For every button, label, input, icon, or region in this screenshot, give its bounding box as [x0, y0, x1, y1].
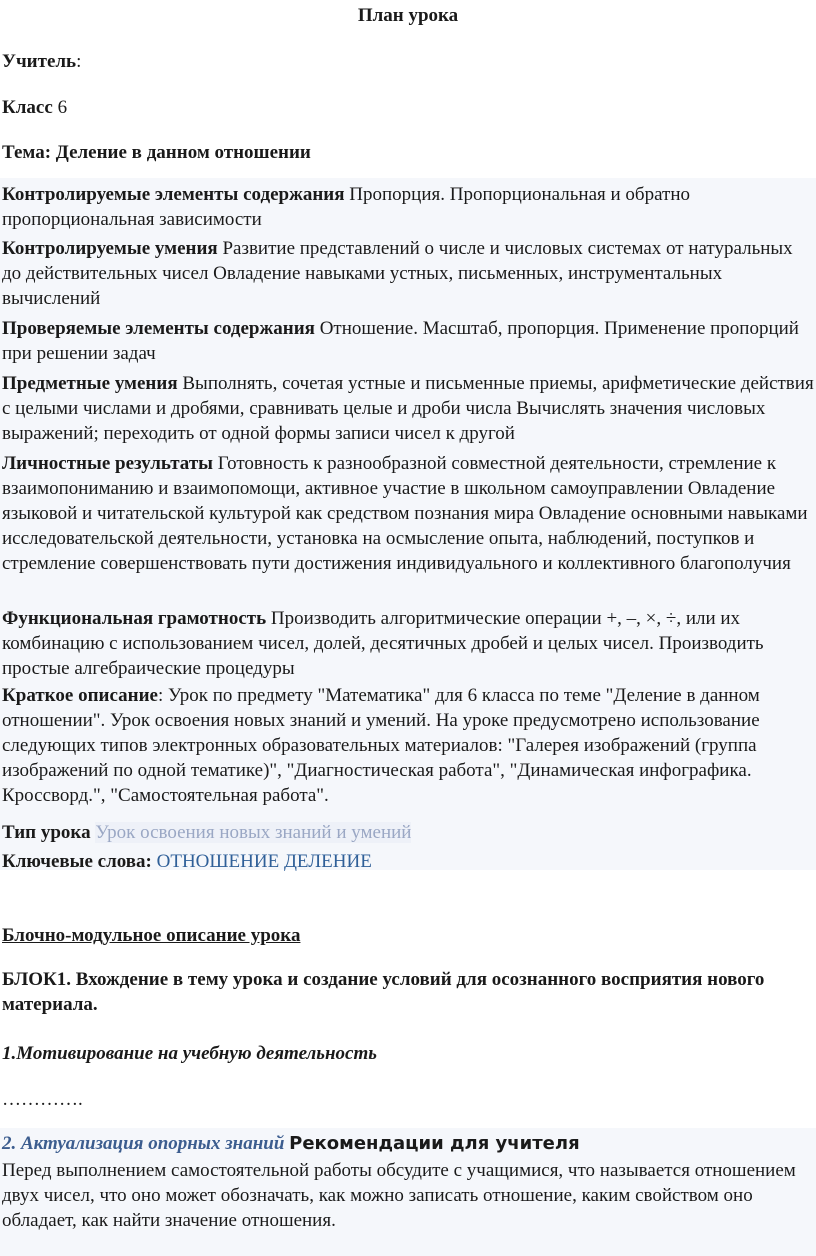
class-value: 6 [52, 97, 68, 118]
section-text: : Урок по предмету "Математика" для 6 класса по теме "Деление в данном отношении". Урок освоения новых знаний и умений. На уроке предусмотрено использование следующих типов электронных образовательных материалов: "Галерея изображений (группа изображений по одной тематике)", "Диагностическая работа", "Динамическая инфографика. Кроссворд.", "Самостоятельная работа". [2, 685, 760, 806]
section-personal-results [2, 451, 814, 576]
teacher-line [2, 49, 81, 74]
section-text: Отношение. Масштаб, пропорция. Применение пропорций при решении задач [2, 318, 799, 364]
keywords-value: ОТНОШЕНИЕ ДЕЛЕНИЕ [156, 851, 372, 872]
section-short-description [2, 683, 814, 808]
class-line [2, 95, 67, 120]
section-controlled-elements [2, 182, 814, 232]
section-functional-literacy [2, 606, 814, 681]
lesson-type-value: Урок освоения новых знаний и умений [95, 822, 412, 843]
section-label: Контролируемые умения [2, 238, 218, 259]
ellipsis-text: …………. [2, 1089, 83, 1110]
section-label: Личностные результаты [2, 453, 213, 474]
keywords-label: Ключевые слова: [2, 851, 152, 872]
section-label: Функциональная грамотность [2, 608, 267, 629]
section-label: Краткое описание [2, 685, 158, 706]
section-text: Выполнять, сочетая устные и письменные приемы, арифметические действия с целыми числами и дробями, сравнивать целые и дроби числа Вычислять значения числовых выражений; переходить от одной формы записи чисел к другой [2, 373, 814, 444]
teacher-label: Учитель [2, 51, 77, 72]
section-text: Пропорция. Пропорциональная и обратно пропорциональная зависимости [2, 184, 690, 230]
step2-heading [2, 1131, 580, 1156]
section-label: Проверяемые элементы содержания [2, 318, 315, 339]
section-text: Производить алгоритмические операции +, –, ×, ÷, или их комбинацию с использованием чисел, долей, десятичных дробей и целых чисел. Производить простые алгебраические процедуры [2, 608, 764, 679]
section-label: Контролируемые элементы содержания [2, 184, 345, 205]
step2-recommendations: Рекомендации для учителя [289, 1133, 580, 1154]
section-label: Предметные умения [2, 373, 178, 394]
lesson-type-line [2, 820, 411, 845]
block1-heading: БЛОК1. Вхождение в тему урока и создание условий для осознанного восприятия нового материала. [2, 969, 765, 1015]
topic-line: Тема: Деление в данном отношении [2, 142, 311, 163]
section-controlled-skills [2, 236, 814, 311]
step2-text: Перед выполнением самостоятельной работы обсудите с учащимися, что называется отношением двух чисел, что оно может обозначать, как можно записать отношение, каким свойством оно обладает, как найти значение отношения. [2, 1160, 796, 1231]
block-heading: Блочно-модульное описание урока [2, 925, 301, 946]
section-text: Готовность к разнообразной совместной деятельности, стремление к взаимопониманию и взаимопомощи, активное участие в школьном самоуправлении Овладение языковой и читательской культурой как средством познания мира Овладение основными навыками исследовательской деятельности, установка на осмысление опыта, наблюдений, поступков и стремление совершенствовать пути достижения индивидуального и коллективного благополучия [2, 453, 808, 574]
keywords-line [2, 849, 372, 874]
lesson-type-label: Тип урока [2, 822, 91, 843]
section-subject-skills [2, 371, 814, 446]
section-checked-elements [2, 316, 814, 366]
page-title: План урока [357, 5, 459, 26]
step1-heading: 1.Мотивирование на учебную деятельность [2, 1043, 377, 1064]
class-label: Класс [2, 97, 53, 118]
section-text: Развитие представлений о числе и числовых системах от натуральных до действительных чисел Овладение навыками устных, письменных, инструментальных вычислений [2, 238, 793, 309]
teacher-suffix: : [76, 51, 82, 72]
step2-title: 2. Актуализация опорных знаний [2, 1133, 285, 1154]
